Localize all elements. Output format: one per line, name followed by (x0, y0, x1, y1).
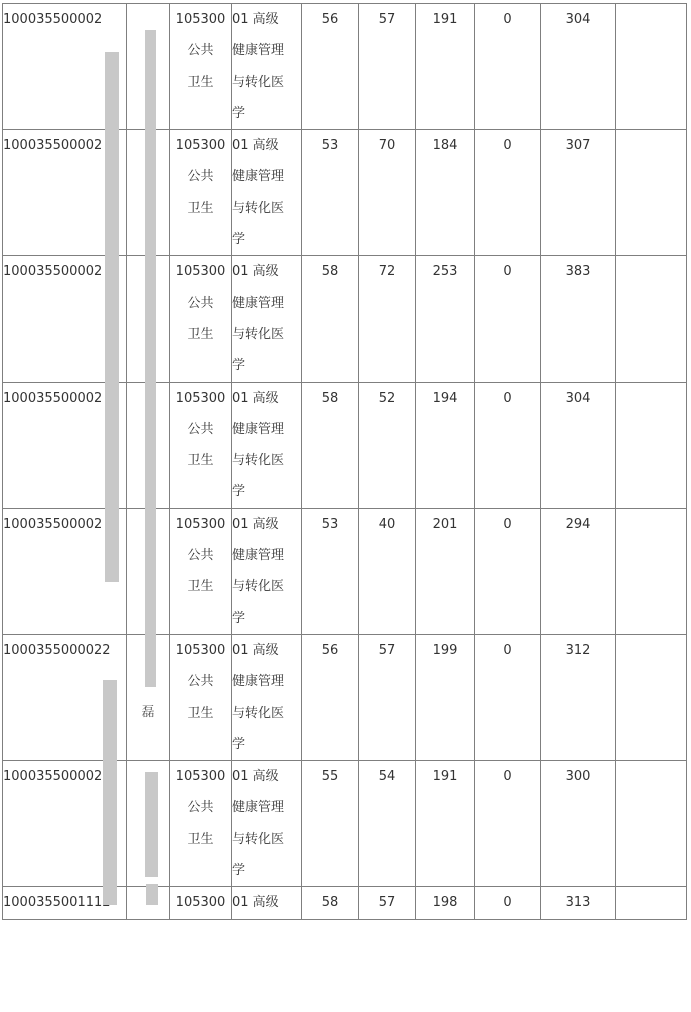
extra-score: 0 (503, 138, 512, 154)
research-direction: 01 高级 (232, 895, 279, 911)
specialty-score-cell (416, 508, 475, 634)
remark-cell (616, 508, 687, 634)
total-score: 383 (565, 264, 591, 280)
total-score: 300 (565, 769, 591, 785)
total-score-cell (541, 256, 616, 382)
major-name: 公共卫生 (187, 169, 214, 216)
extra-score: 0 (503, 264, 512, 280)
redaction-bar (105, 52, 119, 582)
major-code: 105300 (175, 769, 226, 785)
extra-score-cell (475, 130, 541, 256)
major-cell (170, 887, 232, 919)
student-id: 100035500002 (3, 769, 103, 785)
research-direction: 01 高级健康管理与转化医学 (232, 12, 285, 121)
student-id: 100035500111 (3, 895, 103, 911)
redaction-bar (146, 884, 158, 905)
student-id: 100035500002 (3, 264, 103, 280)
specialty-score-cell (416, 4, 475, 130)
major-name: 公共卫生 (187, 800, 214, 847)
specialty-score-cell (416, 130, 475, 256)
total-score-cell (541, 634, 616, 760)
english-score: 70 (378, 138, 396, 154)
specialty-score: 253 (432, 264, 458, 280)
specialty-score: 191 (432, 12, 458, 27)
student-id: 100035500002 (3, 12, 103, 27)
english-score: 57 (378, 642, 396, 658)
politics-score: 58 (321, 264, 339, 280)
english-score: 52 (378, 390, 396, 406)
extra-score-cell (475, 256, 541, 382)
major-cell (170, 634, 232, 760)
total-score: 304 (565, 12, 591, 27)
major-name: 公共卫生 (187, 421, 214, 469)
student-id: 100035500002 (3, 138, 103, 154)
research-direction: 01 高级健康管理与转化医学 (232, 138, 285, 248)
major-name: 公共卫生 (187, 43, 214, 90)
major-cell (170, 130, 232, 256)
total-score-cell (541, 382, 616, 508)
specialty-score: 191 (432, 769, 458, 785)
english-score-cell (359, 508, 416, 634)
specialty-score-cell (416, 634, 475, 760)
major-code: 105300 (175, 390, 226, 406)
politics-score: 58 (321, 895, 339, 911)
specialty-score-cell (416, 761, 475, 887)
english-score-cell (359, 382, 416, 508)
extra-score: 0 (503, 516, 512, 532)
major-code: 105300 (175, 642, 226, 658)
redaction-bar (103, 680, 117, 905)
major-code: 105300 (175, 138, 226, 154)
research-direction: 01 高级健康管理与转化医学 (232, 769, 285, 879)
extra-score: 0 (503, 642, 512, 658)
student-id: 100035500002 (3, 390, 103, 406)
extra-score: 0 (503, 12, 512, 27)
extra-score-cell (475, 761, 541, 887)
politics-score: 58 (321, 390, 339, 406)
major-name: 公共卫生 (187, 674, 214, 721)
total-score: 304 (565, 390, 591, 406)
major-code: 105300 (175, 516, 226, 532)
politics-score-cell (302, 508, 359, 634)
extra-score-cell (475, 382, 541, 508)
major-code: 105300 (175, 12, 226, 27)
direction-cell (232, 382, 302, 508)
english-score: 57 (378, 12, 396, 27)
student-name: 磊 (141, 704, 155, 720)
remark-cell (616, 256, 687, 382)
research-direction: 01 高级健康管理与转化医学 (232, 642, 285, 752)
total-score-cell (541, 4, 616, 130)
direction-cell (232, 634, 302, 760)
specialty-score: 199 (432, 642, 458, 658)
english-score: 57 (378, 895, 396, 911)
extra-score: 0 (503, 895, 512, 911)
direction-cell (232, 256, 302, 382)
research-direction: 01 高级健康管理与转化医学 (232, 390, 285, 500)
direction-cell (232, 508, 302, 634)
direction-cell (232, 761, 302, 887)
english-score: 72 (378, 264, 396, 280)
total-score: 307 (565, 138, 591, 154)
total-score-cell (541, 508, 616, 634)
english-score: 40 (378, 516, 396, 532)
total-score-cell (541, 130, 616, 256)
major-cell (170, 256, 232, 382)
politics-score-cell (302, 761, 359, 887)
english-score-cell (359, 4, 416, 130)
politics-score-cell (302, 887, 359, 919)
politics-score: 56 (321, 12, 339, 27)
direction-cell (232, 4, 302, 130)
extra-score-cell (475, 634, 541, 760)
remark-cell (616, 634, 687, 760)
specialty-score: 194 (432, 390, 458, 406)
english-score-cell (359, 130, 416, 256)
direction-cell (232, 130, 302, 256)
politics-score-cell (302, 256, 359, 382)
total-score: 312 (565, 642, 591, 658)
specialty-score-cell (416, 382, 475, 508)
total-score-cell (541, 887, 616, 919)
total-score: 313 (565, 895, 591, 911)
specialty-score-cell (416, 887, 475, 919)
major-cell (170, 4, 232, 130)
english-score-cell (359, 634, 416, 760)
major-cell (170, 382, 232, 508)
specialty-score: 198 (432, 895, 458, 911)
research-direction: 01 高级健康管理与转化医学 (232, 264, 285, 374)
english-score: 54 (378, 769, 396, 785)
major-cell (170, 508, 232, 634)
politics-score: 53 (321, 138, 339, 154)
politics-score-cell (302, 382, 359, 508)
politics-score: 56 (321, 642, 339, 658)
major-cell (170, 761, 232, 887)
english-score-cell (359, 887, 416, 919)
major-name: 公共卫生 (187, 548, 214, 595)
total-score: 294 (565, 516, 591, 532)
direction-cell (232, 887, 302, 919)
remark-cell (616, 4, 687, 130)
total-score-cell (541, 761, 616, 887)
politics-score: 55 (321, 769, 339, 785)
major-code: 105300 (175, 264, 226, 280)
specialty-score: 184 (432, 138, 458, 154)
extra-score-cell (475, 887, 541, 919)
remark-cell (616, 761, 687, 887)
extra-score: 0 (503, 390, 512, 406)
extra-score-cell (475, 508, 541, 634)
redaction-bar (145, 772, 158, 877)
research-direction: 01 高级健康管理与转化医学 (232, 516, 285, 626)
major-name: 公共卫生 (187, 295, 214, 342)
specialty-score-cell (416, 256, 475, 382)
student-id-tail: 2 (102, 642, 111, 658)
student-id: 100035500002 (3, 516, 103, 532)
english-score-cell (359, 761, 416, 887)
remark-cell (616, 382, 687, 508)
remark-cell (616, 130, 687, 256)
politics-score-cell (302, 4, 359, 130)
remark-cell (616, 887, 687, 919)
politics-score: 53 (321, 516, 339, 532)
english-score-cell (359, 256, 416, 382)
specialty-score: 201 (432, 516, 458, 532)
politics-score-cell (302, 130, 359, 256)
extra-score-cell (475, 4, 541, 130)
extra-score: 0 (503, 769, 512, 785)
student-id: 100035500002 (3, 642, 103, 658)
major-code: 105300 (175, 895, 226, 911)
politics-score-cell (302, 634, 359, 760)
redaction-bar (145, 30, 156, 687)
